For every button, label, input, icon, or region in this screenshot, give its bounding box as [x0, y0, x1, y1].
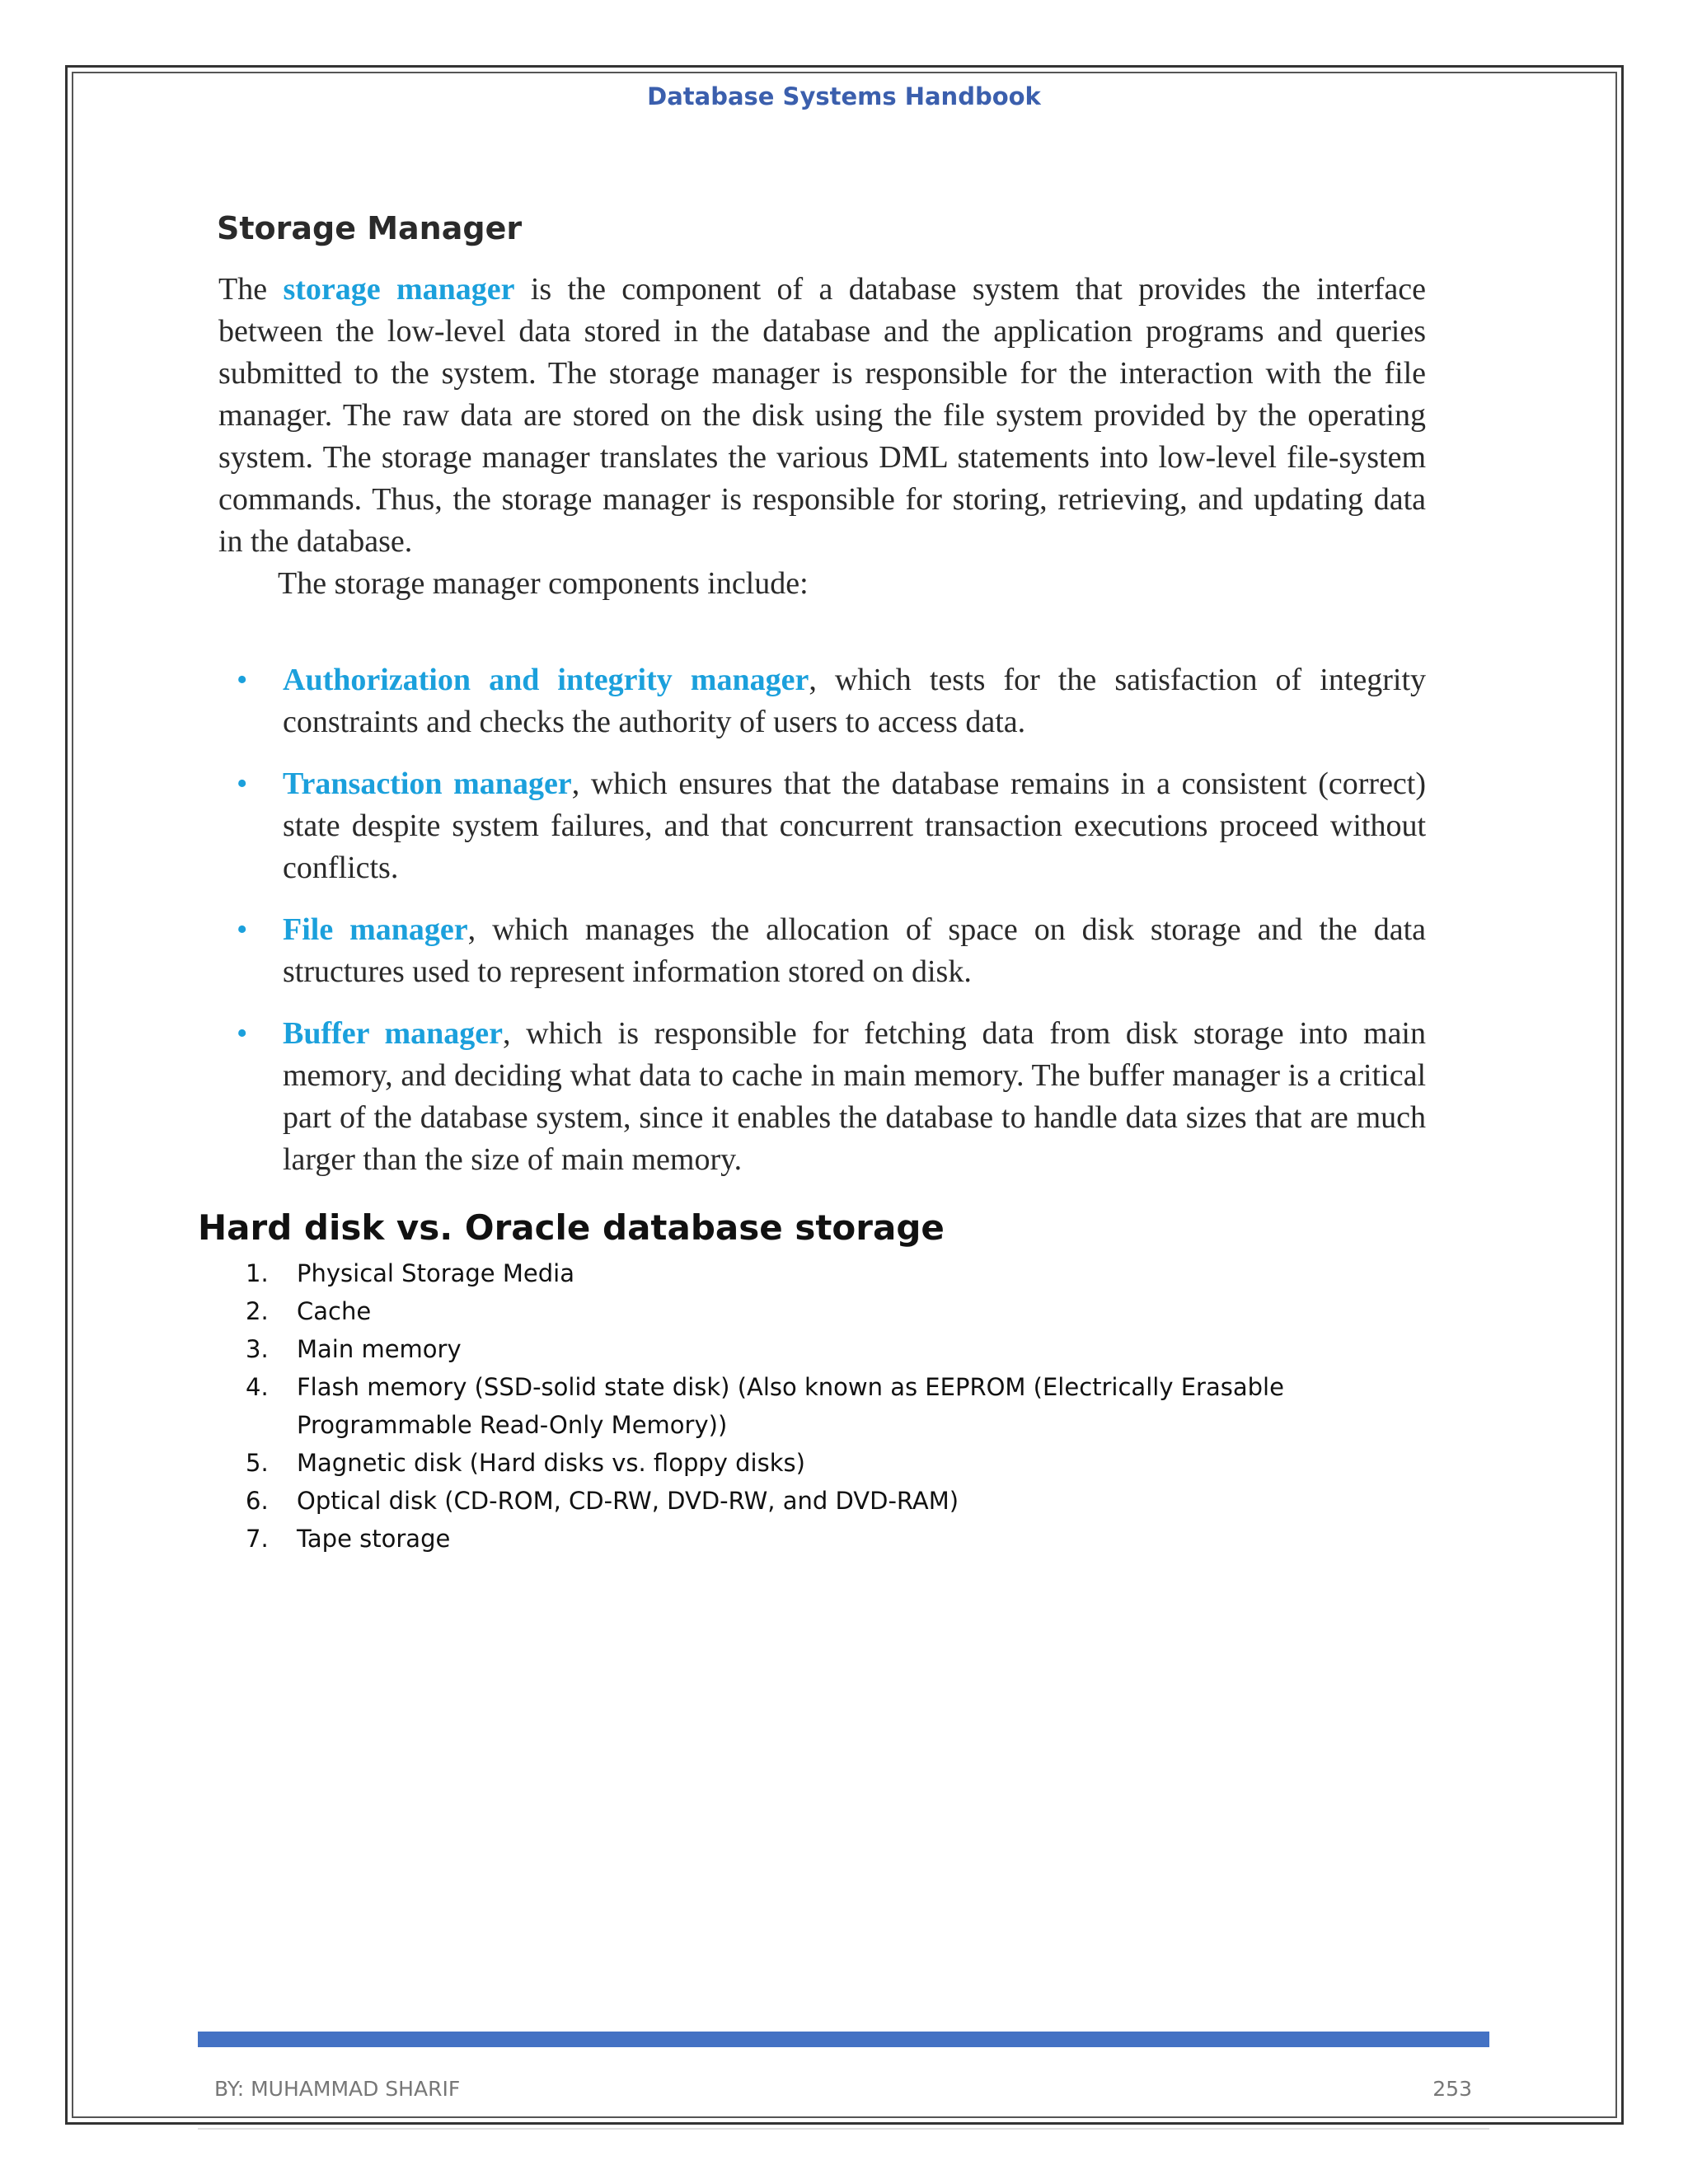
list-item: 5. Magnetic disk (Hard disks vs. floppy disks) — [246, 1449, 805, 1477]
storage-media-heading: Hard disk vs. Oracle database storage — [198, 1207, 945, 1248]
list-item: 4. Flash memory (SSD-solid state disk) (Also known as EEPROM (Electrically Erasable Programmable Read-Only Memory)) — [246, 1373, 1284, 1439]
list-item: 7. Tape storage — [246, 1525, 451, 1553]
component-text: , which tests for the satisfaction of integrity constraints and checks the authority of users to access data. — [283, 663, 1427, 739]
storage-manager-heading: Storage Manager — [217, 210, 523, 246]
component-text: , which ensures that the database remains in a consistent (correct) state despite system failures, and that concurrent transaction executions proceed without conflicts. — [283, 766, 1427, 885]
list-item: 6. Optical disk (CD-ROM, CD-RW, DVD-RW, and DVD-RAM) — [246, 1487, 959, 1515]
storage-media-list — [246, 1254, 1465, 1558]
component-item — [218, 1013, 1426, 1181]
list-item: 3. Main memory — [246, 1335, 462, 1363]
bullet-icon: • — [237, 766, 248, 801]
component-text: , which manages the allocation of space on disk storage and the data structures used to represent information stored on disk. — [283, 912, 1426, 989]
storage-manager-term: storage manager — [283, 272, 515, 307]
storage-manager-intro — [218, 269, 1426, 605]
footer-bar — [198, 2032, 1489, 2047]
intro-paragraph: The storage manager is the component of a database system that provides the interface between the low-level data stored in the database and the application programs and queries submitted to the system. The storage manager is responsible for the interaction with the file manager. The raw data are stored on the disk using the file system provided by the operating system. The storage manager translates the various DML statements into low-level file-system commands. Thus, the storage manager is responsible for storing, retrieving, and updating data in the database. — [218, 272, 1426, 559]
component-term: Transaction manager — [283, 766, 572, 801]
storage-manager-components — [218, 659, 1426, 1201]
component-item — [218, 763, 1426, 889]
footer-author: BY: MUHAMMAD SHARIF — [214, 2077, 461, 2101]
running-header: Database Systems Handbook — [647, 82, 1041, 110]
footer-divider — [198, 2128, 1489, 2130]
component-term: File manager — [283, 912, 468, 947]
page-number: 253 — [1432, 2077, 1472, 2101]
component-item — [218, 659, 1426, 743]
component-item — [218, 909, 1426, 993]
components-lead: The storage manager components include: — [278, 566, 809, 601]
list-item: 2. Cache — [246, 1297, 372, 1325]
bullet-icon: • — [237, 1016, 248, 1051]
bullet-icon: • — [237, 912, 248, 947]
list-item: 1. Physical Storage Media — [246, 1259, 574, 1287]
bullet-icon: • — [237, 663, 248, 697]
component-term: Buffer manager — [283, 1016, 503, 1051]
component-text: , which is responsible for fetching data from disk storage into main memory, and deciding what data to cache in main memory. The buffer manager is a critical part of the database system, since it enables the database to handle data sizes that are much larger than the size of main memory. — [283, 1016, 1426, 1177]
component-term: Authorization and integrity manager — [283, 663, 809, 697]
